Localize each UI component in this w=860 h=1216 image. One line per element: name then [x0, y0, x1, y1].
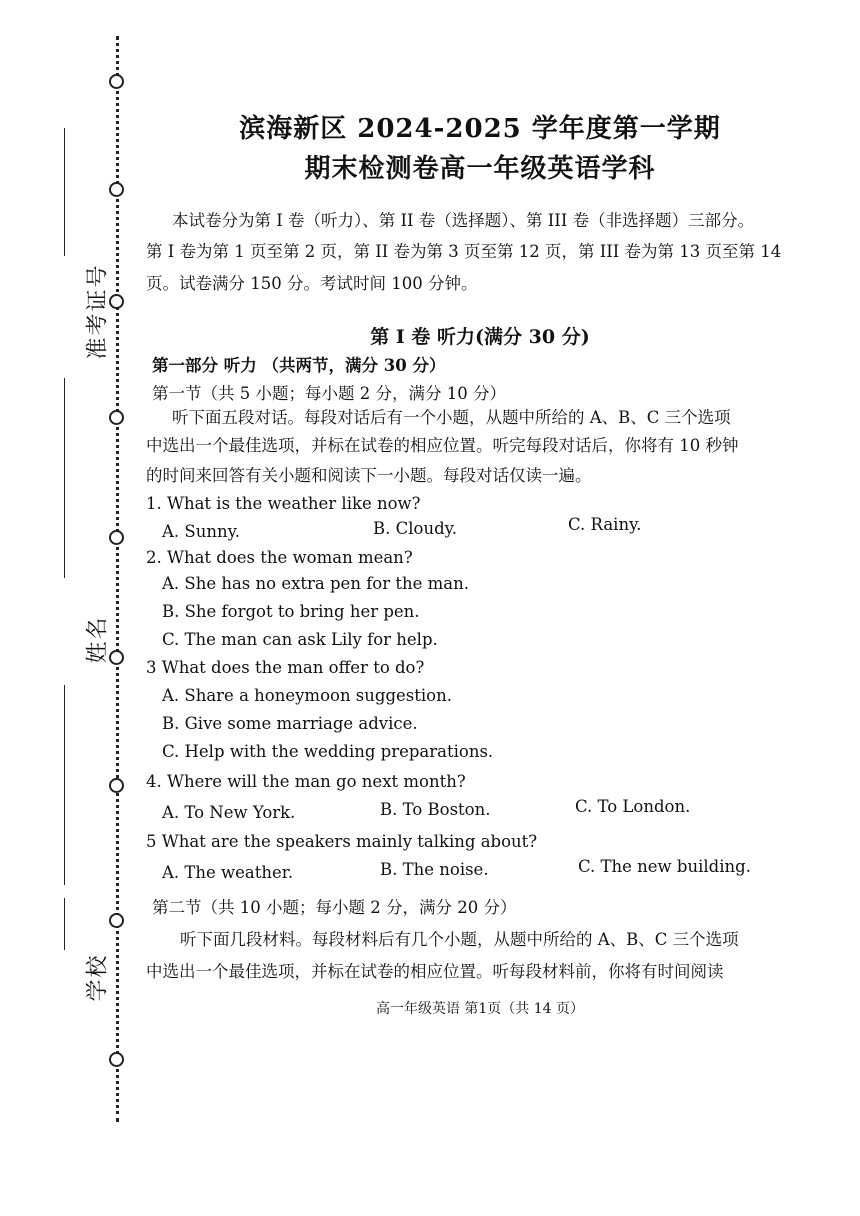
question-3-stem: 3 What does the man offer to do? [146, 658, 425, 677]
name-fill-line-bottom [64, 685, 65, 885]
binding-hole-icon [109, 778, 124, 793]
exam-id-fill-line [64, 128, 65, 256]
binding-hole-icon [109, 530, 124, 545]
volume1-heading: 第 I 卷 听力(满分 30 分) [370, 326, 590, 348]
question-2-option-a[interactable]: A. She has no extra pen for the man. [162, 574, 469, 593]
section1-instruction-line3: 的时间来回答有关小题和阅读下一小题。每段对话仅读一遍。 [146, 466, 592, 485]
binding-hole-icon [109, 182, 124, 197]
school-label: 学校 [85, 953, 111, 1002]
binding-dotted-line [116, 36, 119, 1122]
binding-hole-icon [109, 74, 124, 89]
intro-line1: 本试卷分为第 I 卷（听力）、第 II 卷（选择题）、第 III 卷（非选择题）三部分。 [172, 211, 755, 230]
question-5-option-b[interactable]: B. The noise. [380, 860, 489, 879]
question-2-option-c[interactable]: C. The man can ask Lily for help. [162, 630, 438, 649]
question-5-option-a[interactable]: A. The weather. [162, 863, 294, 882]
question-2-option-b[interactable]: B. She forgot to bring her pen. [162, 602, 420, 621]
section1-instruction-line2: 中选出一个最佳选项，并标在试卷的相应位置。听完每段对话后，你将有 10 秒钟 [146, 436, 739, 455]
question-3-option-c[interactable]: C. Help with the wedding preparations. [162, 742, 494, 761]
question-1-option-a[interactable]: A. Sunny. [162, 522, 240, 541]
question-3-option-b[interactable]: B. Give some marriage advice. [162, 714, 418, 733]
question-1-option-b[interactable]: B. Cloudy. [373, 519, 458, 538]
page-footer: 高一年级英语 第1页（共 14 页） [375, 1001, 585, 1017]
question-2-stem: 2. What does the woman mean? [146, 548, 413, 567]
question-1-option-c[interactable]: C. Rainy. [568, 515, 642, 534]
intro-line2: 第 I 卷为第 1 页至第 2 页，第 II 卷为第 3 页至第 12 页，第 III 卷为第 13 页至第 14 [146, 242, 782, 261]
question-1-stem: 1. What is the weather like now? [146, 494, 421, 513]
exam-title-line2: 期末检测卷高一年级英语学科 [304, 154, 656, 184]
part1-heading: 第一部分 听力 （共两节，满分 30 分） [152, 356, 446, 375]
name-label: 姓名 [85, 615, 111, 664]
question-5-stem: 5 What are the speakers mainly talking about? [146, 832, 538, 851]
school-fill-line [64, 898, 65, 950]
binding-hole-icon [109, 410, 124, 425]
section2-instruction-line2: 中选出一个最佳选项，并标在试卷的相应位置。听每段材料前，你将有时间阅读 [146, 962, 724, 981]
question-5-option-c[interactable]: C. The new building. [578, 857, 751, 876]
question-4-option-c[interactable]: C. To London. [575, 797, 691, 816]
intro-line3: 页。试卷满分 150 分。考试时间 100 分钟。 [146, 274, 478, 293]
section1-heading: 第一节（共 5 小题；每小题 2 分，满分 10 分） [152, 384, 506, 403]
section2-heading: 第二节（共 10 小题；每小题 2 分，满分 20 分） [152, 898, 517, 917]
question-4-option-a[interactable]: A. To New York. [162, 803, 296, 822]
question-4-option-b[interactable]: B. To Boston. [380, 800, 491, 819]
exam-title-line1: 滨海新区 2024-2025 学年度第一学期 [239, 114, 721, 144]
section2-instruction-line1: 听下面几段材料。每段材料后有几个小题，从题中所给的 A、B、C 三个选项 [180, 930, 739, 949]
binding-hole-icon [109, 1052, 124, 1067]
exam-id-label: 准考证号 [85, 263, 111, 360]
question-4-stem: 4. Where will the man go next month? [146, 772, 466, 791]
question-3-option-a[interactable]: A. Share a honeymoon suggestion. [162, 686, 452, 705]
name-fill-line-top [64, 378, 65, 578]
section1-instruction-line1: 听下面五段对话。每段对话后有一个小题，从题中所给的 A、B、C 三个选项 [172, 408, 731, 427]
